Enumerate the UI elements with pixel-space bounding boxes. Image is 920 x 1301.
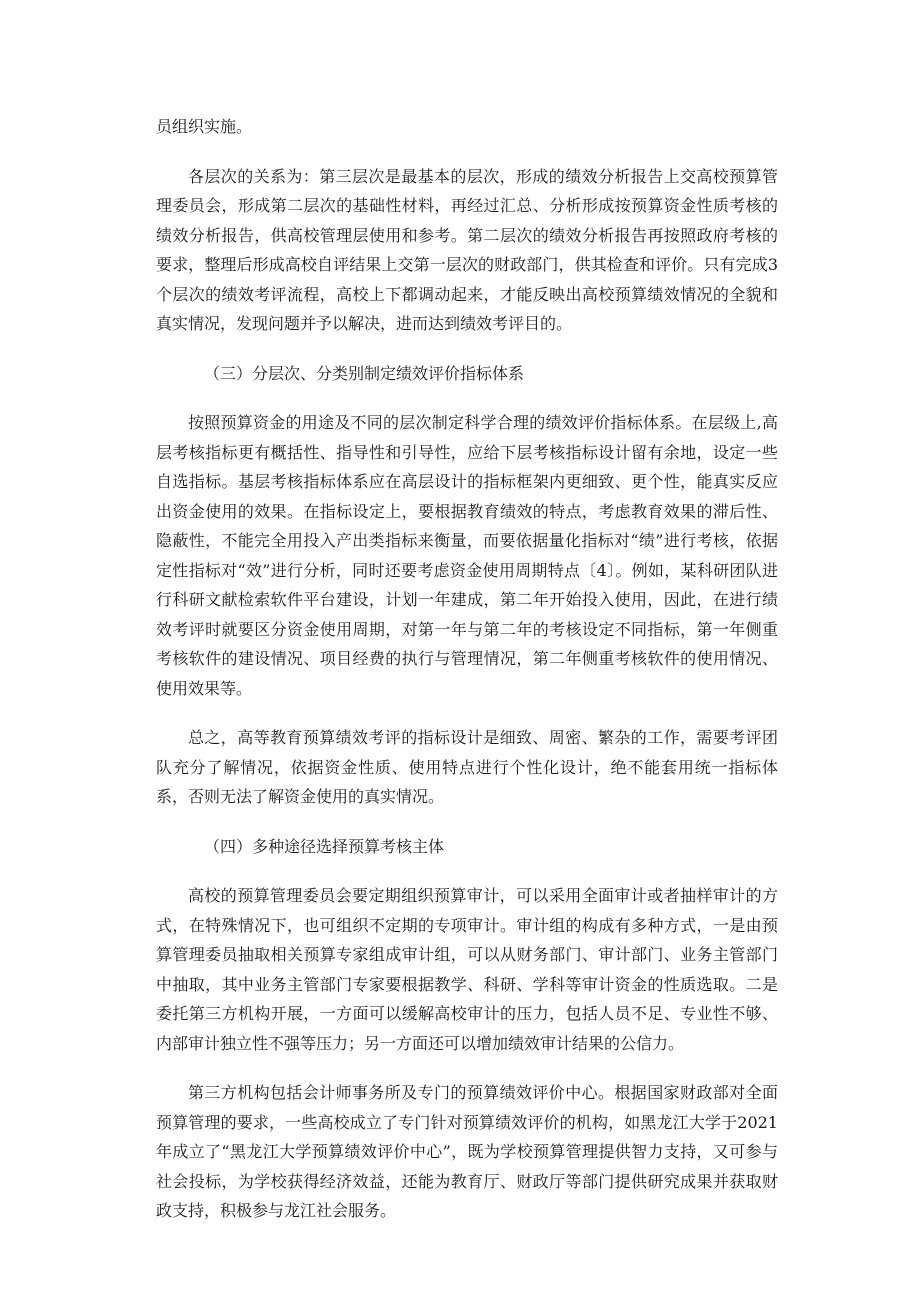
paragraph-third-party: 第三方机构包括会计师事务所及专门的预算绩效评价中心。根据国家财政部对全面预算管理的要求，一些高校成立了专门针对预算绩效评价的机构，如黑龙江大学于2021年成立了“黑龙江大学预算绩效评价中心”，既为学校预算管理提供智力支持，又可参与社会投标，为学校获得经济效益，还能为教育厅、财政厅等部门提供研究成果并获取财政支持，积极参与龙江社会服务。 [156,1083,778,1220]
paragraph-summary: 总之，高等教育预算绩效考评的指标设计是细致、周密、繁杂的工作，需要考评团队充分了解情况，依据资金性质、使用特点进行个性化设计，绝不能套用统一指标体系，否则无法了解资金使用的真实情况。 [156,728,778,806]
paragraph-indicator-system: 按照预算资金的用途及不同的层次制定科学合理的绩效评价指标体系。在层级上,高层考核指标更有概括性、指导性和引导性，应给下层考核指标设计留有余地，设定一些自选指标。基层考核指标体系应在高层设计的指标框架内更细致、更个性，能真实反应出资金使用的效果。在指标设定上，要根据教育绩效的特点，考虑教育效果的滞后性、隐蔽性，不能完全用投入产出类指标来衡量，而要依据量化指标对“绩”进行考核，依据定性指标对“效”进行分析，同时还要考虑资金使用周期特点〔4〕。例如，某科研团队进行科研文献检索软件平台建设，计划一年建成，第二年开始投入使用，因此，在进行绩效考评时就要区分资金使用周期，对第一年与第二年的考核设定不同指标，第一年侧重考核软件的建设情况、项目经费的执行与管理情况，第二年侧重考核软件的使用情况、使用效果等。 [156,413,778,698]
paragraph-continuation: 员组织实施。 [156,117,253,136]
section-heading-3: （三）分层次、分类别制定绩效评价指标体系 [204,363,525,383]
paragraph-audit: 高校的预算管理委员会要定期组织预算审计，可以采用全面审计或者抽样审计的方式，在特殊情况下，也可组织不定期的专项审计。审计组的构成有多种方式，一是由预算管理委员抽取相关预算专家组成审计组，可以从财务部门、审计部门、业务主管部门中抽取，其中业务主管部门专家要根据教学、科研、学科等审计资金的性质选取。二是委托第三方机构开展，一方面可以缓解高校审计的压力，包括人员不足、专业性不够、内部审计独立性不强等压力；另一方面还可以增加绩效审计结果的公信力。 [156,886,778,1053]
document-body [156,112,778,1246]
section-heading-4: （四）多种途径选择预算考核主体 [204,836,445,856]
paragraph-layer-relations: 各层次的关系为：第三层次是最基本的层次，形成的绩效分析报告上交高校预算管理委员会，形成第二层次的基础性材料，再经过汇总、分析形成按预算资金性质考核的绩效分析报告，供高校管理层使用和参考。第二层次的绩效分析报告再按照政府考核的要求，整理后形成高校自评结果上交第一层次的财政部门，供其检查和评价。只有完成3个层次的绩效考评流程，高校上下都调动起来，才能反映出高校预算绩效情况的全貌和真实情况，发现问题并予以解决，进而达到绩效考评目的。 [156,166,778,333]
